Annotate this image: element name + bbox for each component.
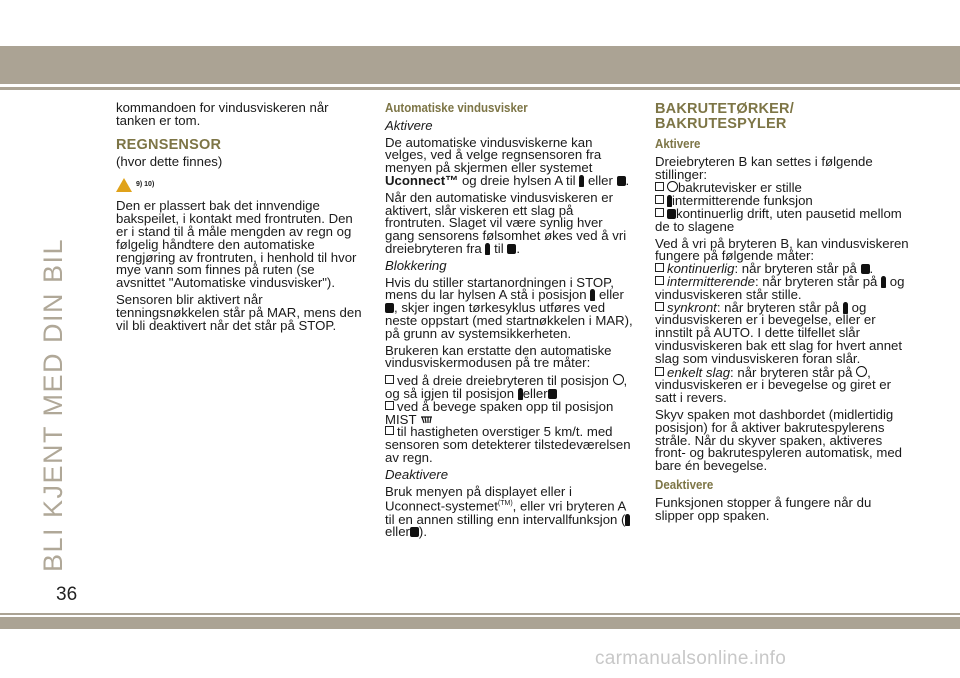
column-2 [385, 102, 635, 543]
list-item: ved å bevege spaken opp til posisjon MIST [385, 398, 614, 427]
bullet-box-icon [655, 367, 664, 376]
paragraph: Dreiebryteren B kan settes i følgende stillinger: [655, 153, 873, 182]
list-item: enkelt slag: når bryteren står på , vindusviskeren er i bevegelse og giret er satt i revers. [655, 364, 892, 406]
continuous-position-icon [385, 303, 394, 313]
column-1 [116, 102, 366, 336]
section-heading-auto-wipers: Automatiske vindusvisker [385, 100, 528, 115]
paragraph: Sensoren blir aktivert når tenningsnøkkelen står på MAR, mens den vil bli deaktivert når det står på STOP. [116, 291, 362, 333]
warning-refs: 9) 10) [136, 180, 155, 188]
page-number: 36 [56, 584, 78, 605]
footer-band [0, 617, 960, 629]
paragraph: Når den automatiske vindusviskeren er aktivert, slår viskeren ett slag på frontruten. Slaget vil være synlig hver gang sensorens følsomhet økes ved å vri dreiebryteren fra til . [385, 189, 627, 256]
bullet-box-icon [385, 375, 394, 384]
list-item: kontinuerlig: når bryteren står på . [655, 263, 910, 276]
section-heading-rear-wiper: BAKRUTETØRKER/ BAKRUTESPYLER [655, 101, 794, 132]
list-item: til hastigheten overstiger 5 km/t. med sensoren som detekterer tilstedeværelsen av regn. [385, 424, 631, 465]
mode-list [655, 263, 910, 405]
auto-position-icon [579, 175, 584, 187]
watermark: carmanualsonline.info [595, 648, 787, 669]
paragraph: Hvis du stiller startanordningen i STOP, mens du lar hylsen A stå i posisjon eller , skjer ingen tørkesyklus utføres ved neste oppstart (med startnøkkelen i MAR), på grunn av systemsikkerheten. [385, 274, 633, 341]
subheading-deactivate: Deaktivere [385, 466, 449, 482]
paragraph: De automatiske vindusviskerne kan velges, ved å velge regnsensoren fra menyen på skjermen eller systemet Uconnect™ og dreie hylsen A til eller . [385, 134, 630, 188]
subheading-deactivate: Deaktivere [655, 476, 714, 492]
option-list [385, 374, 635, 465]
paragraph: Ved å vri på bryteren B, kan vindusviskeren fungere på følgende måter: [655, 235, 909, 264]
paragraph: Funksjonen stopper å fungere når du slipper opp spaken. [655, 494, 872, 523]
continuous-position-icon [410, 527, 419, 537]
continuous-position-icon [548, 389, 557, 399]
paragraph: Bruk menyen på displayet eller i Uconnect-systemet$^{(TM)}$, eller vri bryteren A til en annen stilling enn intervallfunksjon ( eller ). [385, 486, 635, 540]
bullet-box-icon [655, 263, 664, 272]
mist-spray-icon [420, 416, 433, 424]
subheading-blocking: Blokkering [385, 257, 447, 273]
list-item: bakrutevisker er stille [655, 181, 910, 195]
off-position-icon [667, 181, 678, 192]
continuous-position-icon [667, 209, 676, 219]
list-item: intermitterende: når bryteren står på og vindusviskeren står stille. [655, 273, 905, 302]
bullet-box-icon [385, 401, 394, 410]
header-band [0, 46, 960, 84]
bullet-box-icon [655, 182, 664, 191]
list-item: kontinuerlig drift, uten pausetid mellom de to slagene [655, 205, 902, 234]
off-position-icon [856, 366, 867, 377]
bullet-box-icon [655, 195, 664, 204]
bullet-box-icon [655, 302, 664, 311]
continuous-position-icon [861, 264, 870, 274]
section-heading-regnsensor: REGNSENSOR [116, 136, 222, 153]
bullet-box-icon [385, 426, 394, 435]
auto-position-icon [485, 243, 490, 255]
paragraph: Brukeren kan erstatte den automatiske vindusviskermodusen på tre måter: [385, 342, 612, 371]
off-position-icon [613, 374, 624, 385]
list-item: ved å dreie dreiebryteren til posisjon , og så igjen til posisjon eller [385, 373, 628, 401]
intermittent-position-icon [881, 276, 886, 288]
continuous-position-icon [617, 176, 626, 186]
paragraph: Skyv spaken mot dashbordet (midlertidig posisjon) for å aktiver bakrutespylerens stråle. Når du skyver spaken, aktiveres front- og bakrutespyleren automatisk, med bare én bevegelse. [655, 406, 903, 474]
bullet-box-icon [655, 208, 664, 217]
paragraph: (hvor dette finnes) [116, 153, 223, 169]
footer-rule [0, 613, 960, 615]
subheading-activate: Aktivere [385, 117, 433, 133]
column-3 [655, 102, 910, 526]
brand-text: Uconnect™ [385, 172, 459, 188]
position-list [655, 181, 910, 233]
auto-position-icon [625, 514, 630, 526]
subheading-activate: Aktivere [655, 136, 701, 151]
warning-triangle-icon [116, 178, 132, 192]
list-item: intermitterende funksjon [655, 195, 910, 208]
chapter-side-title: BLI KJENT MED DIN BIL [38, 237, 68, 572]
warning-reference [116, 178, 366, 192]
paragraph: kommandoen for vindusviskeren når tanken er tom. [116, 100, 329, 128]
paragraph: Den er plassert bak det innvendige bakspeilet, i kontakt med frontruten. Den er i stand til å måle mengden av regn og følgelig håndtere den automatiske rengjøring av frontruten, i henhold til hvor mye vann som finnes på ruten (se avsnittet "Automatiske vindusvisker"). [116, 198, 357, 291]
bullet-box-icon [655, 276, 664, 285]
continuous-position-icon [507, 244, 516, 254]
list-item: synkront: når bryteren står på og vindusviskeren er i bevegelse, eller er innstilt på AUTO. I dette tilfellet slår vindusviskeren bak ett slag for hvert annet slag som vindusviskeren foran slår. [655, 299, 903, 366]
header-rule [0, 87, 960, 90]
